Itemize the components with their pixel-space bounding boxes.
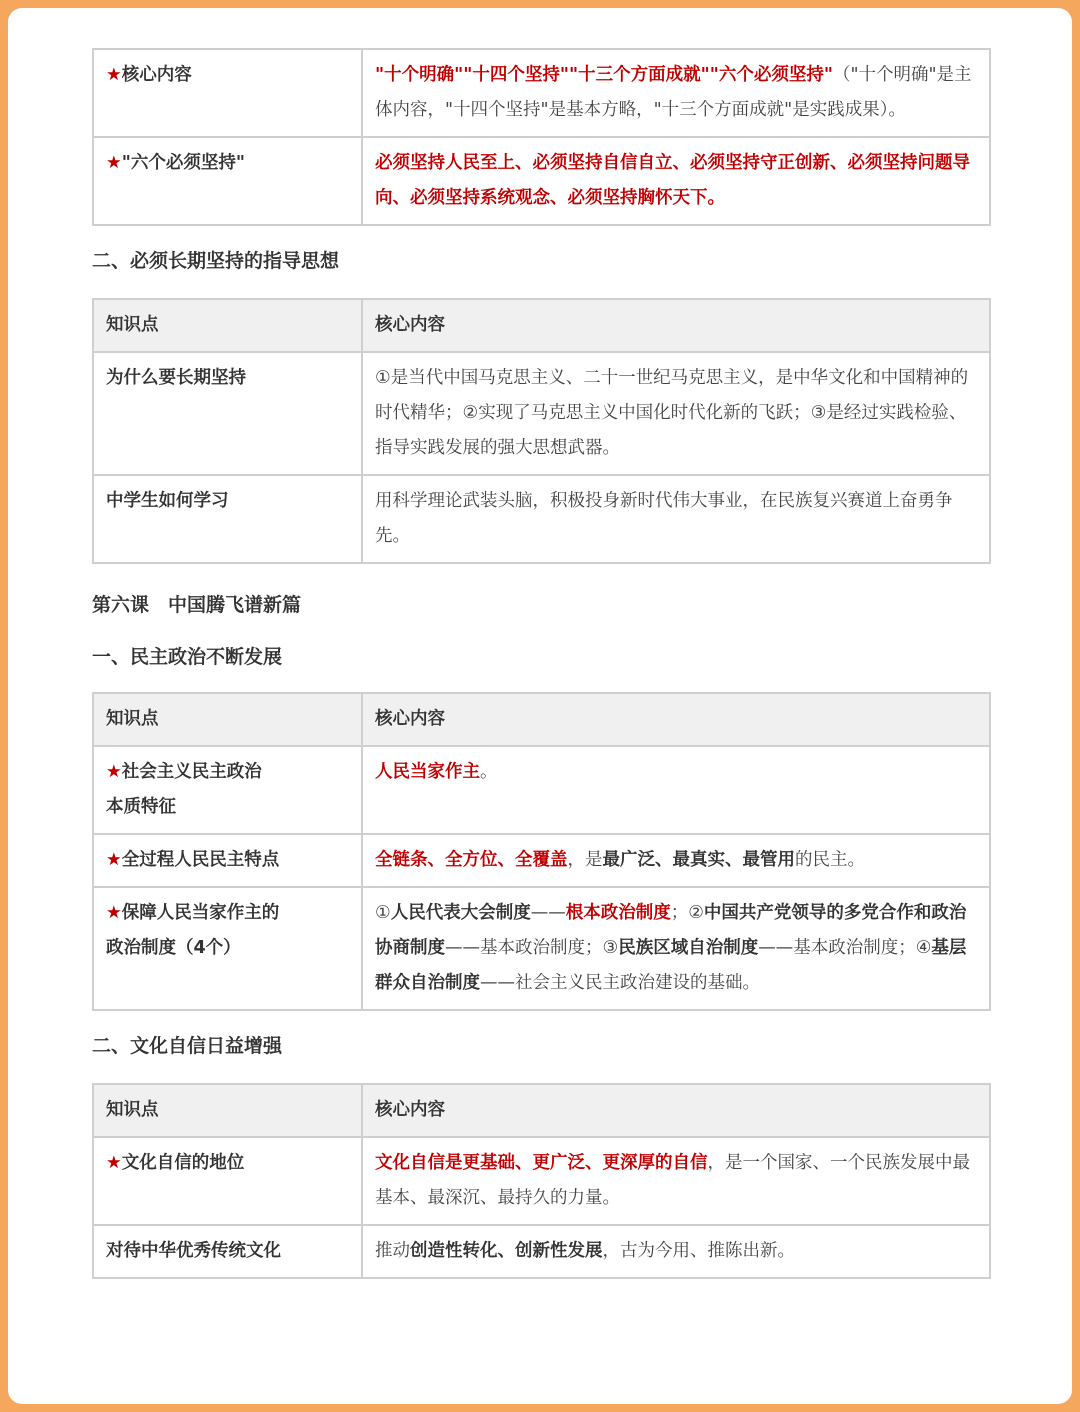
table-row xyxy=(93,352,990,475)
section-heading: 二、必须长期坚持的指导思想 xyxy=(92,250,340,272)
page-frame xyxy=(8,8,1072,1404)
column-header: 核心内容 xyxy=(362,1084,990,1137)
star-icon: ★ xyxy=(106,762,122,782)
knowledge-table-4 xyxy=(92,1083,991,1279)
table-row xyxy=(93,887,990,1010)
knowledge-point-cell: ★文化自信的地位 xyxy=(93,1137,362,1225)
column-header: 知识点 xyxy=(93,693,362,746)
document-content xyxy=(92,48,989,1279)
table-row xyxy=(93,475,990,563)
table-row xyxy=(93,746,990,834)
column-header: 知识点 xyxy=(93,1084,362,1137)
knowledge-point-cell: ★核心内容 xyxy=(93,49,362,137)
star-icon: ★ xyxy=(106,153,122,173)
star-icon: ★ xyxy=(106,65,122,85)
core-content-cell: ①是当代中国马克思主义、二十一世纪马克思主义，是中华文化和中国精神的时代精华；②实现了马克思主义中国化时代化新的飞跃；③是经过实践检验、指导实践发展的强大思想武器。 xyxy=(362,352,990,475)
table-row xyxy=(93,49,990,137)
column-header: 核心内容 xyxy=(362,693,990,746)
knowledge-point-cell: 为什么要长期坚持 xyxy=(93,352,362,475)
core-content-cell: ①人民代表大会制度——根本政治制度；②中国共产党领导的多党合作和政治协商制度——基本政治制度；③民族区域自治制度——基本政治制度；④基层群众自治制度——社会主义民主政治建设的基础。 xyxy=(362,887,990,1010)
column-header: 知识点 xyxy=(93,299,362,352)
core-content-cell: 用科学理论武装头脑，积极投身新时代伟大事业，在民族复兴赛道上奋勇争先。 xyxy=(362,475,990,563)
table-row xyxy=(93,1225,990,1278)
table-header-row xyxy=(93,693,990,746)
core-content-cell: 文化自信是更基础、更广泛、更深厚的自信，是一个国家、一个民族发展中最基本、最深沉、最持久的力量。 xyxy=(362,1137,990,1225)
knowledge-point-cell: ★社会主义民主政治 本质特征 xyxy=(93,746,362,834)
core-content-cell: "十个明确""十四个坚持""十三个方面成就""六个必须坚持"（"十个明确"是主体内容，"十四个坚持"是基本方略，"十三个方面成就"是实践成果）。 xyxy=(362,49,990,137)
star-icon: ★ xyxy=(106,903,122,923)
knowledge-point-cell: ★全过程人民民主特点 xyxy=(93,834,362,887)
table-header-row xyxy=(93,299,990,352)
section-heading: 二、文化自信日益增强 xyxy=(92,1035,283,1057)
star-icon: ★ xyxy=(106,1153,122,1173)
core-content-cell: 必须坚持人民至上、必须坚持自信自立、必须坚持守正创新、必须坚持问题导向、必须坚持系统观念、必须坚持胸怀天下。 xyxy=(362,137,990,225)
table-row xyxy=(93,834,990,887)
table-header-row xyxy=(93,1084,990,1137)
core-content-cell: 人民当家作主。 xyxy=(362,746,990,834)
knowledge-table-2 xyxy=(92,298,991,564)
core-content-cell: 全链条、全方位、全覆盖，是最广泛、最真实、最管用的民主。 xyxy=(362,834,990,887)
knowledge-table-3 xyxy=(92,692,991,1011)
knowledge-point-cell: ★保障人民当家作主的 政治制度（4个） xyxy=(93,887,362,1010)
knowledge-point-cell: 中学生如何学习 xyxy=(93,475,362,563)
section-heading: 一、民主政治不断发展 xyxy=(92,646,283,668)
core-content-cell: 推动创造性转化、创新性发展，古为今用、推陈出新。 xyxy=(362,1225,990,1278)
column-header: 核心内容 xyxy=(362,299,990,352)
knowledge-point-cell: 对待中华优秀传统文化 xyxy=(93,1225,362,1278)
table-row xyxy=(93,137,990,225)
lesson-heading: 第六课 中国腾飞谱新篇 xyxy=(92,594,302,616)
star-icon: ★ xyxy=(106,850,122,870)
table-row xyxy=(93,1137,990,1225)
knowledge-point-cell: ★"六个必须坚持" xyxy=(93,137,362,225)
knowledge-table-1 xyxy=(92,48,991,226)
